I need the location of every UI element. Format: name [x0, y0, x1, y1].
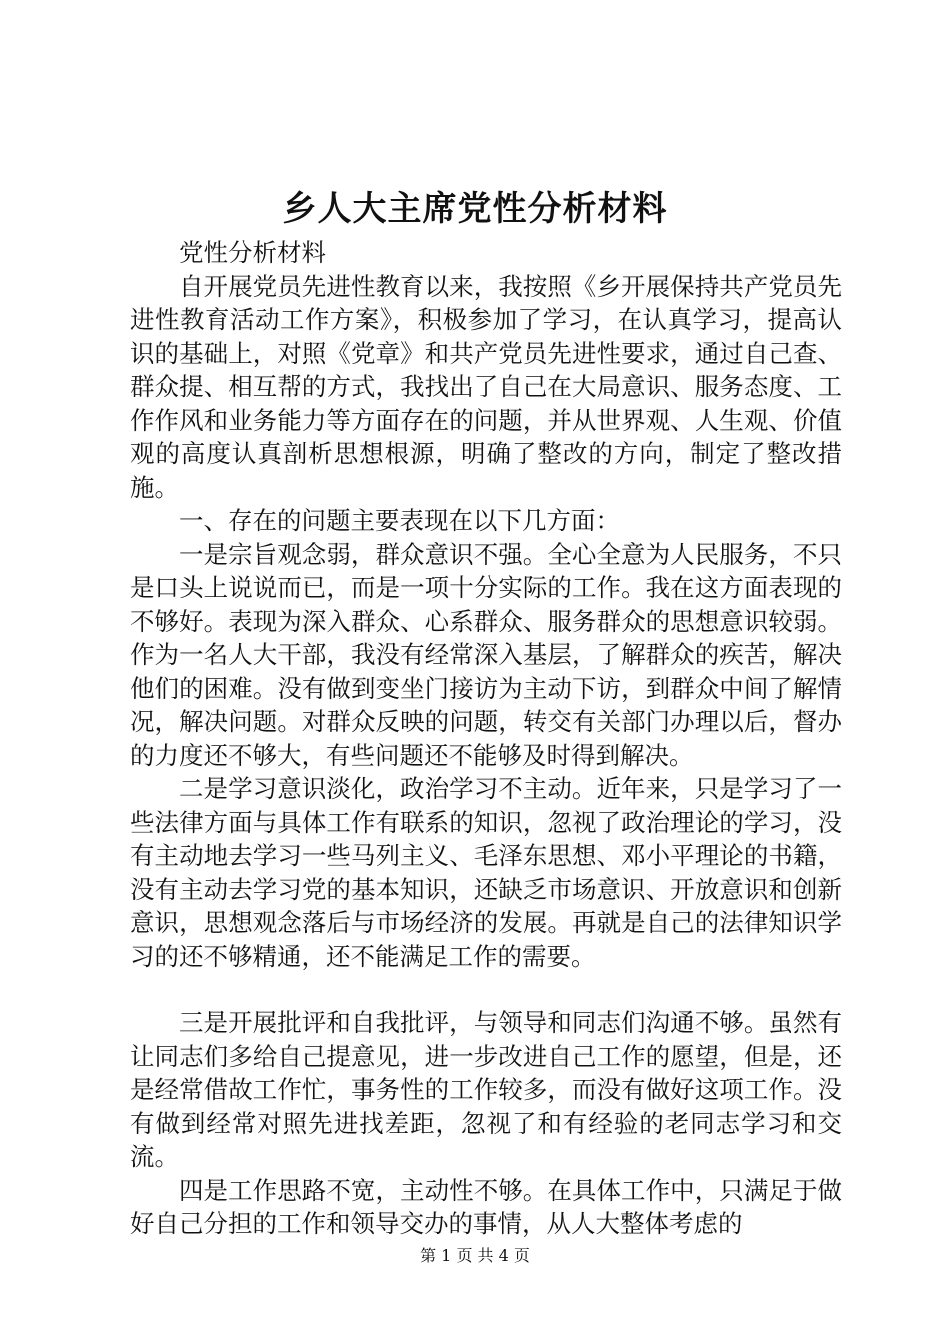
- paragraph-item-one: 一是宗旨观念弱，群众意识不强。全心全意为人民服务，不只是口头上说说而已，而是一项十分实际的工作。我在这方面表现的不够好。表现为深入群众、心系群众、服务群众的思想意识较弱。作为一名人大干部，我没有经常深入基层，了解群众的疾苦，解决他们的困难。没有做到变坐门接访为主动下访，到群众中间了解情况，解决问题。对群众反映的问题，转交有关部门办理以后，督办的力度还不够大，有些问题还不能够及时得到解决。: [130, 539, 842, 770]
- paragraph-item-three: 三是开展批评和自我批评，与领导和同志们沟通不够。虽然有让同志们多给自己提意见，进一步改进自己工作的愿望，但是，还是经常借故工作忙，事务性的工作较多，而没有做好这项工作。没有做到经常对照先进找差距，忽视了和有经验的老同志学习和交流。: [130, 1008, 842, 1171]
- paragraph-item-four: 四是工作思路不宽，主动性不够。在具体工作中，只满足于做好自己分担的工作和领导交办的事情，从人大整体考虑的: [130, 1175, 842, 1238]
- document-body: [130, 236, 842, 1241]
- paragraph-intro: 自开展党员先进性教育以来，我按照《乡开展保持共产党员先进性教育活动工作方案》，积极参加了学习，在认真学习，提高认识的基础上，对照《党章》和共产党员先进性要求，通过自己查、群众提、相互帮的方式，我找出了自己在大局意识、服务态度、工作作风和业务能力等方面存在的问题，并从世界观、人生观、价值观的高度认真剖析思想根源，明确了整改的方向，制定了整改措施。: [130, 271, 842, 502]
- page-footer: 第 1 页 共 4 页: [420, 1246, 530, 1265]
- document-title: 乡人大主席党性分析材料: [282, 189, 668, 229]
- paragraph-section-heading: 一、存在的问题主要表现在以下几方面：: [179, 506, 620, 535]
- paragraph-item-two: 二是学习意识淡化，政治学习不主动。近年来，只是学习了一些法律方面与具体工作有联系的知识，忽视了政治理论的学习，没有主动地去学习一些马列主义、毛泽东思想、邓小平理论的书籍，没有主动去学习党的基本知识，还缺乏市场意识、开放意识和创新意识，思想观念落后与市场经济的发展。再就是自己的法律知识学习的还不够精通，还不能满足工作的需要。: [130, 774, 842, 971]
- paragraph-subtitle: 党性分析材料: [179, 238, 326, 267]
